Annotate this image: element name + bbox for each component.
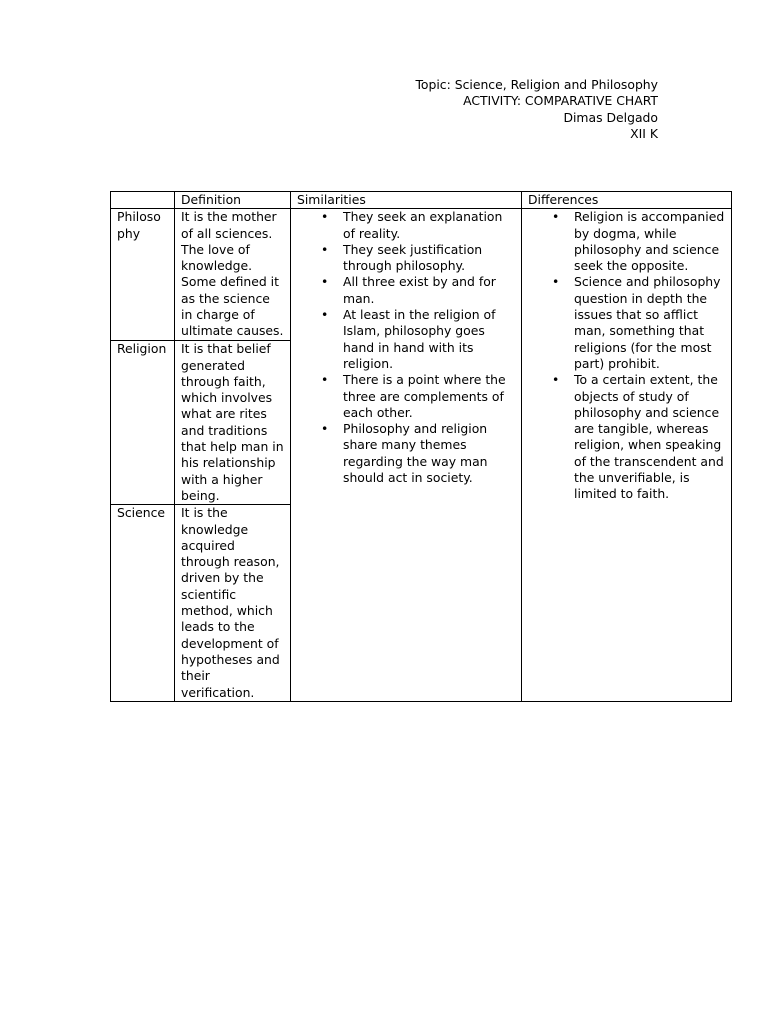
header-cell-empty (111, 192, 175, 209)
definition-science: It is the knowledge acquired through reason, driven by the scientific method, which leads to the development of hypotheses and their verification. (175, 505, 291, 702)
difference-item: • Religion is accompanied by dogma, while philosophy and science seek the opposite. (528, 209, 725, 274)
header-cell-similarities: Similarities (291, 192, 522, 209)
row-label-science: Science (111, 505, 175, 702)
section-line: XII K (630, 125, 658, 141)
document-header (415, 77, 658, 142)
similarities-list (297, 209, 515, 486)
differences-cell (522, 209, 732, 702)
definition-philosophy: It is the mother of all sciences. The love of knowledge. Some defined it as the science in charge of ultimate causes. (175, 209, 291, 341)
header-cell-definition: Definition (175, 192, 291, 209)
definition-religion: It is that belief generated through faith, which involves what are rites and traditions that help man in his relationship with a higher being. (175, 341, 291, 505)
header-cell-differences: Differences (522, 192, 732, 209)
activity-line: ACTIVITY: COMPARATIVE CHART (463, 93, 658, 109)
similarities-cell (291, 209, 522, 702)
differences-list (528, 209, 725, 502)
similarity-item: • They seek justification through philosophy. (297, 242, 515, 275)
difference-item: • To a certain extent, the objects of study of philosophy and science are tangible, whereas religion, when speaking of the transcendent and the unverifiable, is limited to faith. (528, 372, 725, 502)
row-label-philosophy: Philosophy (111, 209, 175, 341)
topic-line: Topic: Science, Religion and Philosophy (415, 77, 658, 92)
similarity-item: • All three exist by and for man. (297, 274, 515, 307)
difference-item: • Science and philosophy question in depth the issues that so afflict man, something that religions (for the most part) prohibit. (528, 274, 725, 372)
table-header-row (111, 192, 732, 209)
similarity-item: • They seek an explanation of reality. (297, 209, 515, 242)
table-row-philosophy (111, 209, 732, 341)
row-label-religion: Religion (111, 341, 175, 505)
author-line: Dimas Delgado (563, 109, 658, 125)
similarity-item: • There is a point where the three are complements of each other. (297, 372, 515, 421)
similarity-item: • Philosophy and religion share many themes regarding the way man should act in society. (297, 421, 515, 486)
comparative-chart-table (110, 191, 732, 702)
similarity-item: • At least in the religion of Islam, philosophy goes hand in hand with its religion. (297, 307, 515, 372)
